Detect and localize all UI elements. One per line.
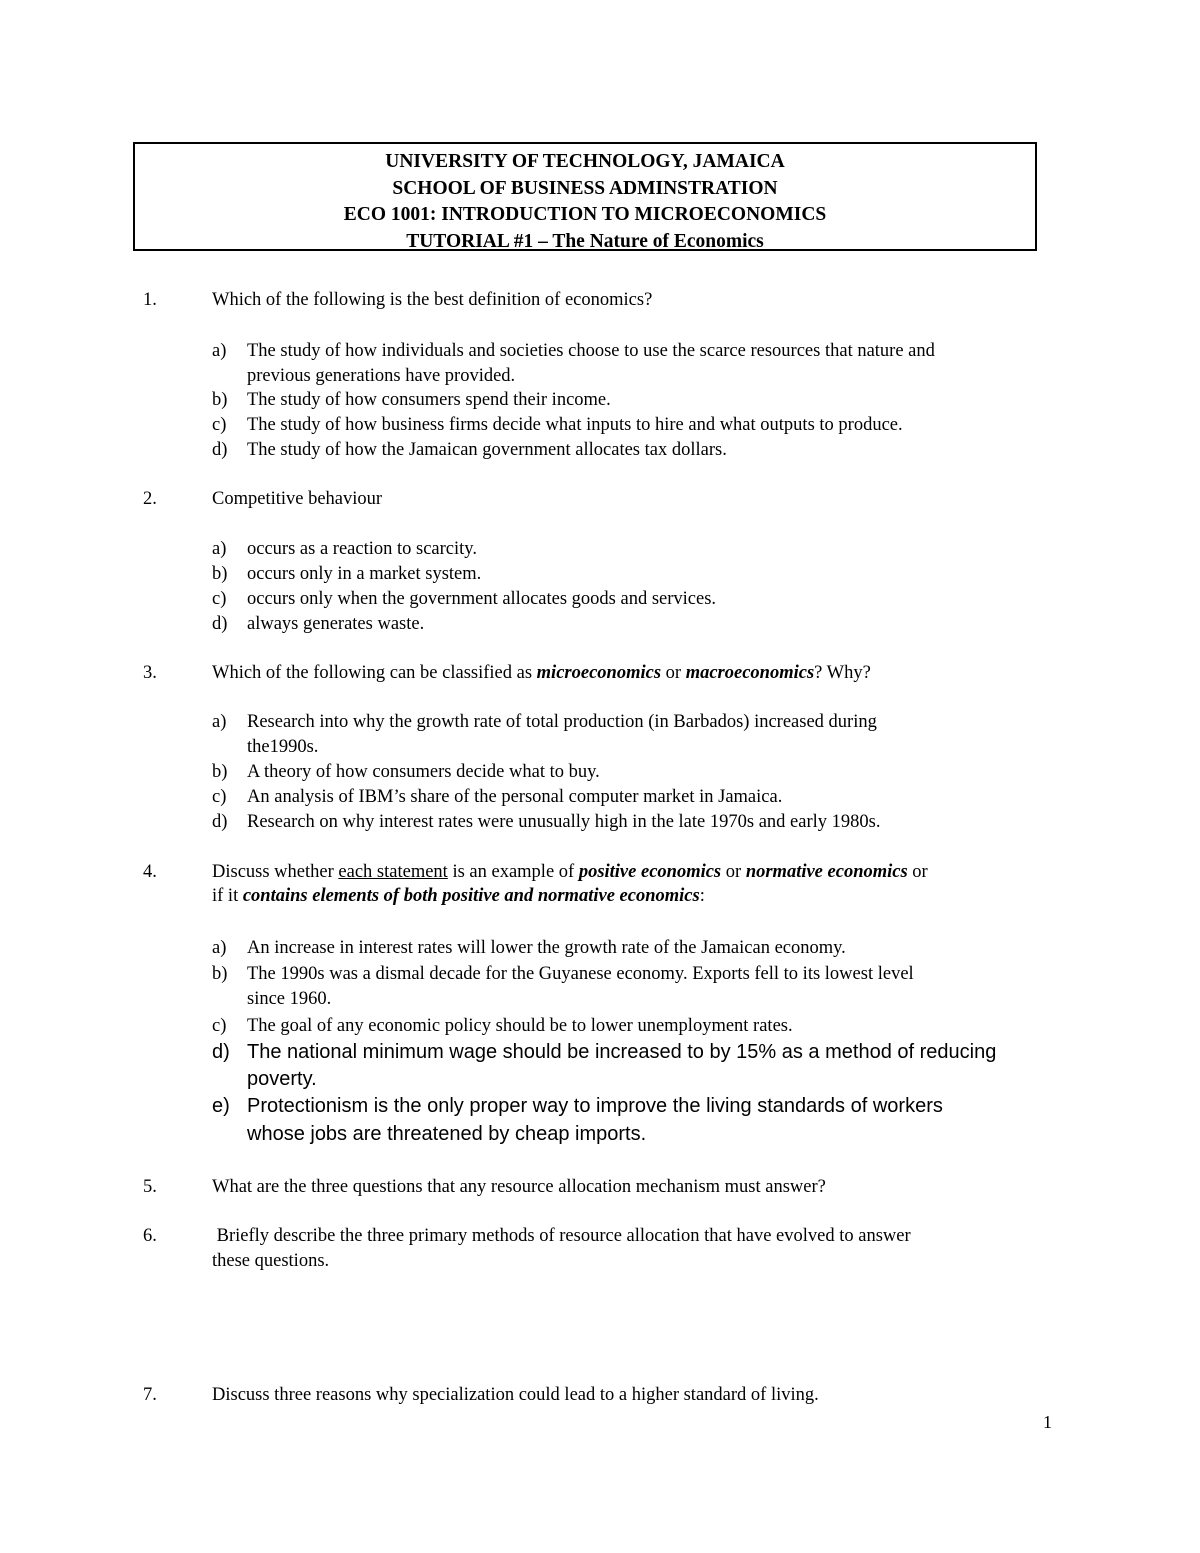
- term-normative-economics: normative economics: [745, 862, 908, 882]
- question-number: 1.: [143, 290, 157, 310]
- option-text: The study of how consumers spend their income.: [247, 390, 611, 410]
- question-number: 4.: [143, 862, 157, 882]
- question-text-part: if it: [212, 886, 243, 906]
- option-label: c): [212, 787, 227, 807]
- option-text: occurs as a reaction to scarcity.: [247, 539, 477, 559]
- question-text-part: :: [699, 886, 705, 906]
- term-both-elements: contains elements of both positive and normative economics: [242, 886, 700, 906]
- option-label: c): [212, 589, 227, 609]
- option-label: d): [212, 812, 228, 832]
- option-label: c): [212, 415, 227, 435]
- option-text: occurs only in a market system.: [247, 564, 482, 584]
- term-microeconomics: microeconomics: [536, 663, 662, 683]
- question-text-part: ? Why?: [814, 663, 871, 683]
- option-label: b): [212, 762, 228, 782]
- option-label: a): [212, 539, 227, 559]
- course-title: ECO 1001: INTRODUCTION TO MICROECONOMICS: [343, 204, 827, 225]
- option-text: Research on why interest rates were unusually high in the late 1970s and early 1980s.: [247, 812, 881, 832]
- question-text: [212, 661, 1042, 686]
- option-text-continued: previous generations have provided.: [247, 366, 516, 386]
- option-label: c): [212, 1016, 227, 1036]
- question-text: Competitive behaviour: [212, 489, 383, 509]
- option-text-continued: since 1960.: [247, 989, 332, 1009]
- option-text: The study of how the Jamaican government allocates tax dollars.: [247, 440, 727, 460]
- question-text-part: or: [661, 663, 686, 683]
- option-label: b): [212, 564, 228, 584]
- option-text: A theory of how consumers decide what to buy.: [247, 762, 600, 782]
- document-header-box: [133, 142, 1037, 251]
- question-text: [212, 860, 1042, 885]
- option-text-continued: poverty.: [247, 1068, 317, 1090]
- option-text: An increase in interest rates will lower the growth rate of the Jamaican economy.: [247, 938, 846, 958]
- option-text: The 1990s was a dismal decade for the Guyanese economy. Exports fell to its lowest level: [247, 964, 914, 984]
- option-text: An analysis of IBM’s share of the personal computer market in Jamaica.: [247, 787, 783, 807]
- question-text-part: is an example of: [447, 862, 579, 882]
- question-text: Briefly describe the three primary methods of resource allocation that have evolved to answer: [212, 1226, 911, 1246]
- option-label: b): [212, 964, 228, 984]
- question-number: 5.: [143, 1177, 157, 1197]
- question-text-part: Which of the following can be classified as: [212, 663, 537, 683]
- option-label: a): [212, 712, 227, 732]
- page-number: 1: [1043, 1412, 1052, 1432]
- option-text: The study of how business firms decide what inputs to hire and what outputs to produce.: [247, 415, 903, 435]
- tutorial-title: TUTORIAL #1 – The Nature of Economics: [406, 230, 764, 252]
- term-positive-economics: positive economics: [578, 862, 722, 882]
- question-number: 3.: [143, 663, 157, 683]
- university-name: UNIVERSITY OF TECHNOLOGY, JAMAICA: [385, 151, 785, 172]
- option-text: always generates waste.: [247, 614, 425, 634]
- question-number: 6.: [143, 1226, 157, 1246]
- question-text-continued: these questions.: [212, 1251, 330, 1271]
- question-text: Discuss three reasons why specialization could lead to a higher standard of living.: [212, 1385, 819, 1405]
- option-label: d): [212, 1041, 230, 1063]
- option-text: The national minimum wage should be increased to by 15% as a method of reducing: [247, 1041, 997, 1063]
- option-label: a): [212, 341, 227, 361]
- question-number: 2.: [143, 489, 157, 509]
- option-text: Protectionism is the only proper way to improve the living standards of workers: [247, 1095, 943, 1117]
- option-text-continued: the1990s.: [247, 737, 319, 757]
- option-text-continued: whose jobs are threatened by cheap imports.: [247, 1123, 647, 1145]
- option-label: d): [212, 440, 228, 460]
- school-name: SCHOOL OF BUSINESS ADMINSTRATION: [392, 177, 778, 199]
- question-text-part: or: [721, 862, 746, 882]
- underlined-phrase: each statement: [338, 862, 448, 882]
- question-text: What are the three questions that any resource allocation mechanism must answer?: [212, 1177, 826, 1197]
- term-macroeconomics: macroeconomics: [685, 663, 815, 683]
- question-number: 7.: [143, 1385, 157, 1405]
- question-text-continued: [212, 884, 1042, 909]
- option-text: The goal of any economic policy should be to lower unemployment rates.: [247, 1016, 793, 1036]
- option-label: e): [212, 1095, 230, 1117]
- option-label: b): [212, 390, 228, 410]
- question-text-part: or: [907, 862, 928, 882]
- option-text: occurs only when the government allocates goods and services.: [247, 589, 717, 609]
- option-text: The study of how individuals and societies choose to use the scarce resources that nature and: [247, 341, 935, 361]
- option-text: Research into why the growth rate of total production (in Barbados) increased during: [247, 712, 877, 732]
- question-text: Which of the following is the best definition of economics?: [212, 290, 653, 310]
- option-label: d): [212, 614, 228, 634]
- question-text-part: Discuss whether: [212, 862, 339, 882]
- option-label: a): [212, 938, 227, 958]
